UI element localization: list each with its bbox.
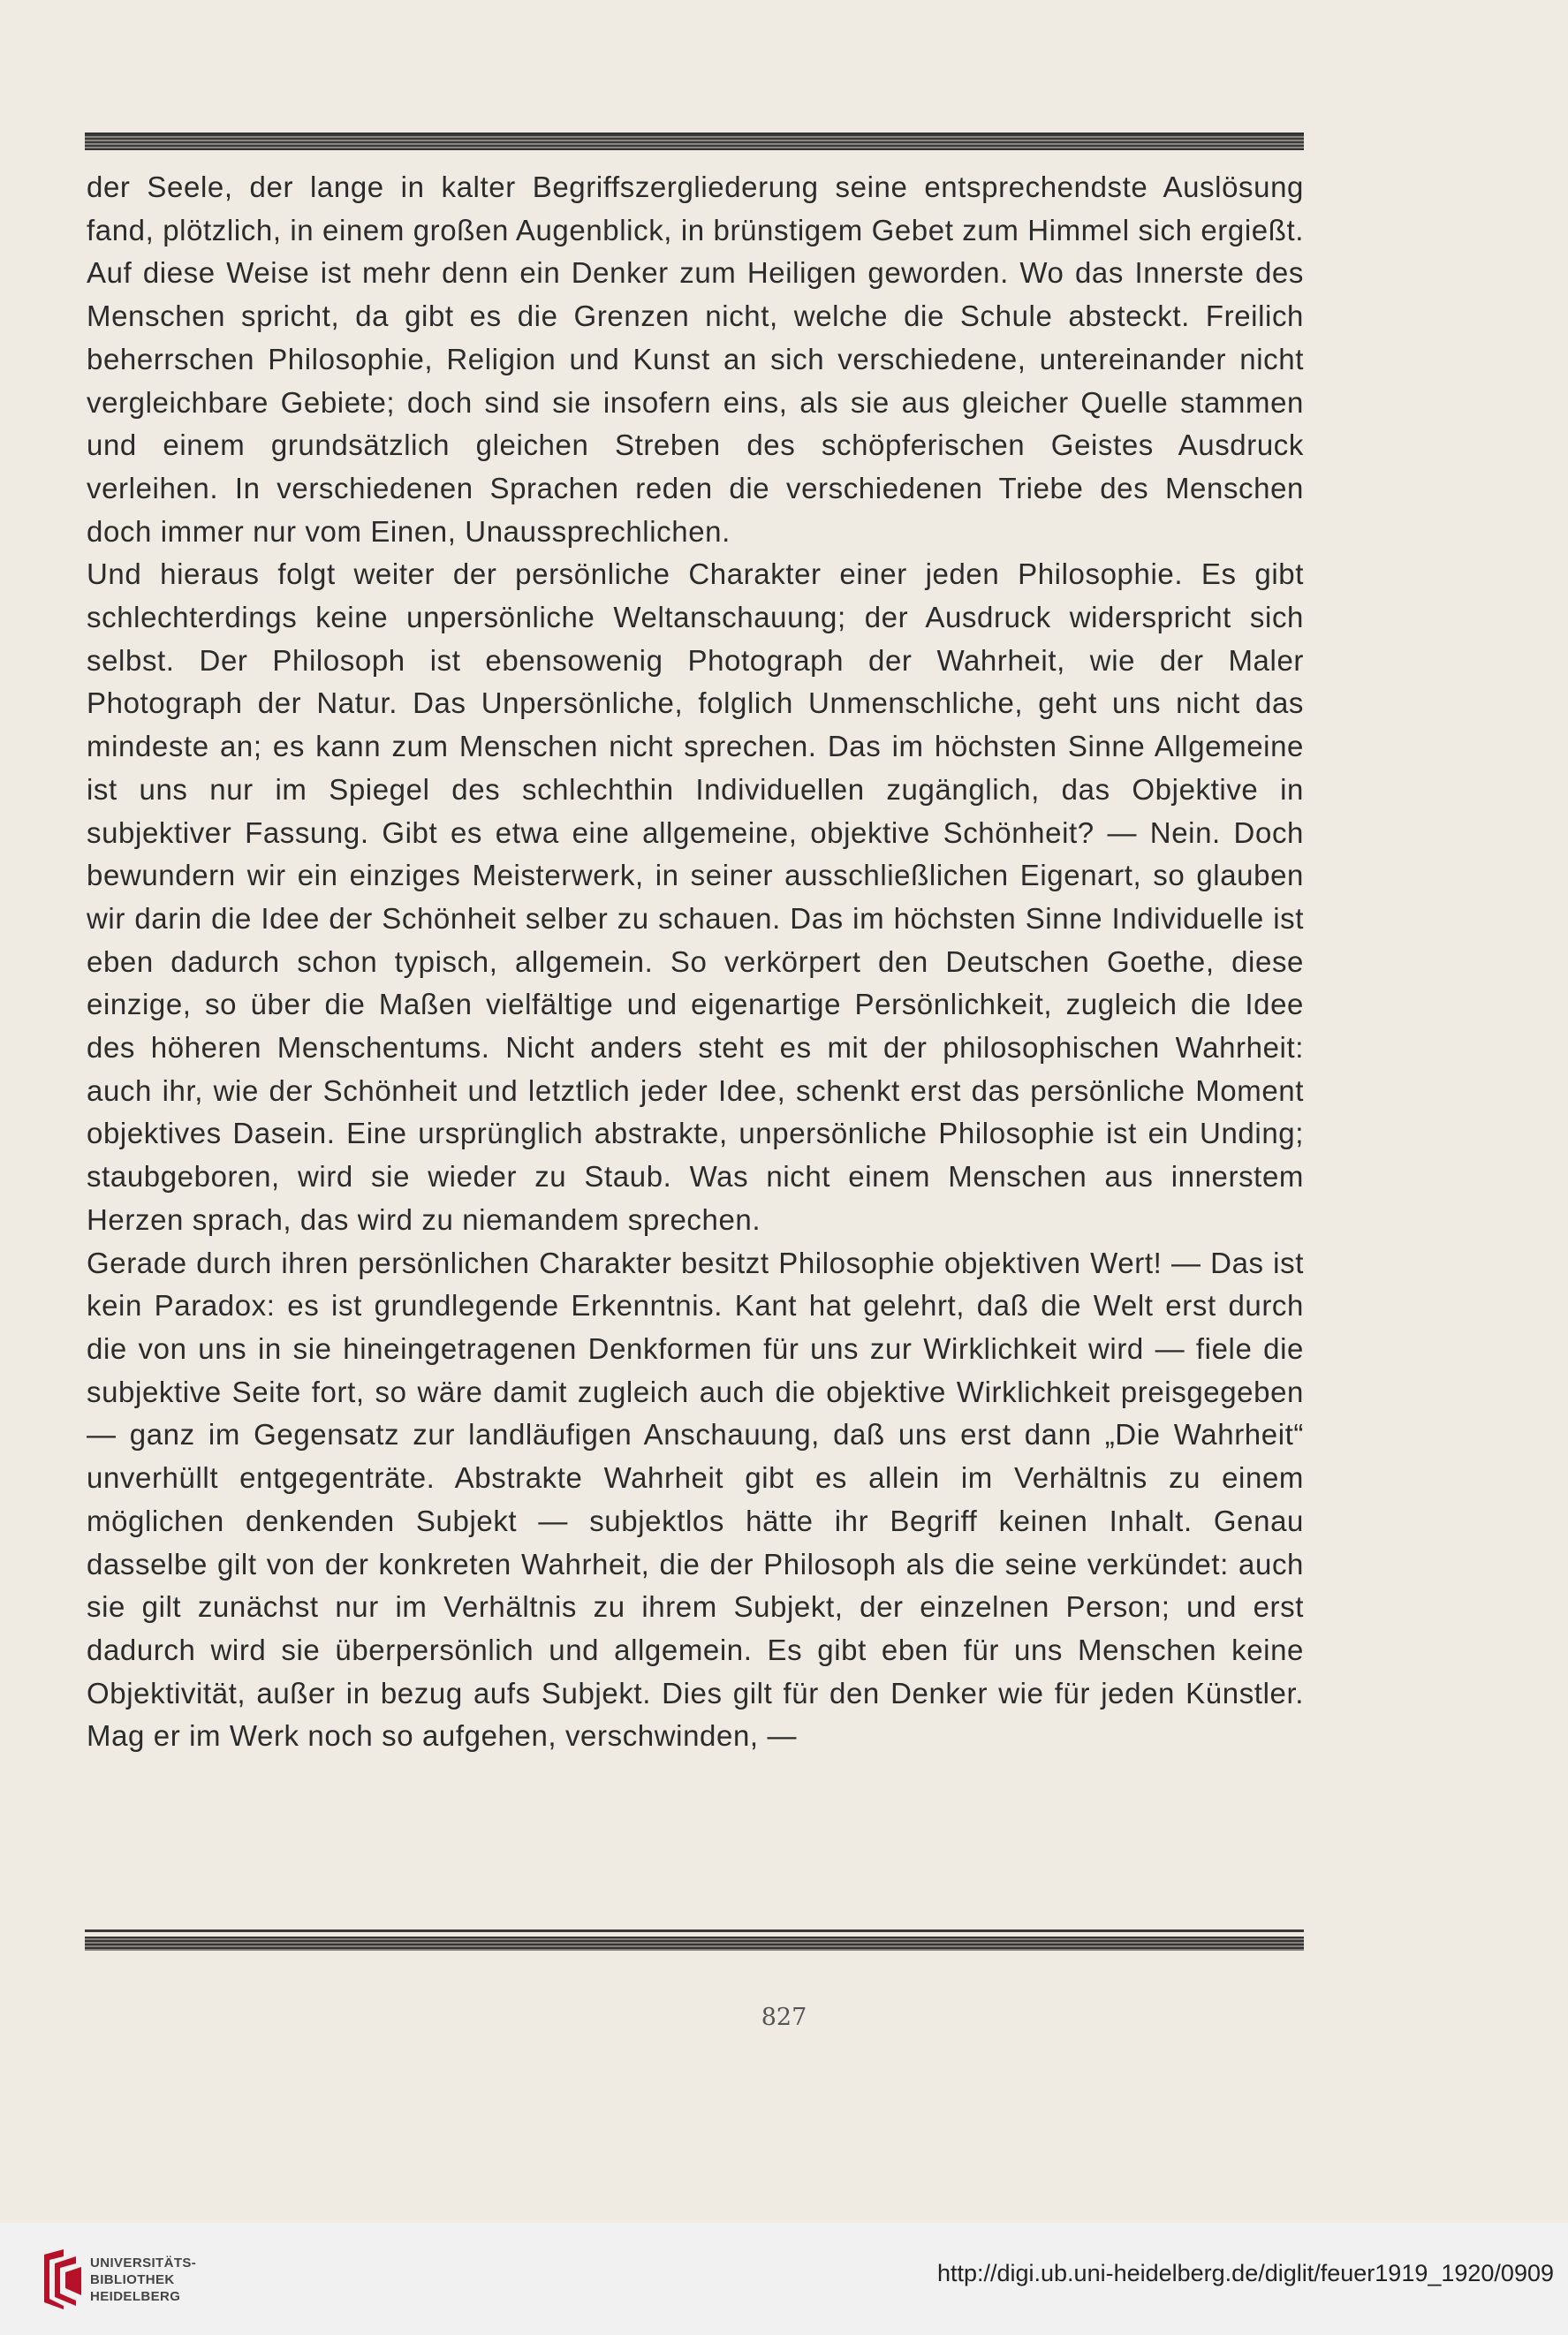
body-text xyxy=(87,166,1304,1758)
source-url-link[interactable]: http://digi.ub.uni-heidelberg.de/diglit/feuer1919_1920/0909 xyxy=(936,2260,1554,2286)
paragraph-2: Und hieraus folgt weiter der persönliche Charakter einer jeden Philosophie. Es gibt schlechterdings keine unpersönliche Weltanschauung; der Ausdruck widerspricht sich selbst. Der Philosoph ist ebensowenig Photograph der Wahrheit, wie der Maler Photograph der Natur. Das Unpersönliche, folglich Unmenschliche, geht uns nicht das mindeste an; es kann zum Menschen nicht sprechen. Das im höchsten Sinne Allgemeine ist uns nur im Spiegel des schlechthin Individuellen zugänglich, das Objektive in subjektiver Fassung. Gibt es etwa eine allgemeine, objektive Schönheit? — Nein. Doch bewundern wir ein einziges Meisterwerk, in seiner ausschließlichen Eigenart, so glauben wir darin die Idee der Schönheit selber zu schauen. Das im höchsten Sinne Individuelle ist eben dadurch schon typisch, allgemein. So verkörpert den Deutschen Goethe, diese einzige, so über die Maßen vielfältige und eigenartige Persönlichkeit, zugleich die Idee des höheren Menschentums. Nicht anders steht es mit der philosophischen Wahrheit: auch ihr, wie der Schönheit und letztlich jeder Idee, schenkt erst das persönliche Moment objektives Dasein. Eine ursprünglich abstrakte, unpersönliche Philosophie ist ein Unding; staubgeboren, wird sie wieder zu Staub. Was nicht einem Menschen aus innerstem Herzen sprach, das wird zu niemandem sprechen. xyxy=(87,557,1304,1236)
viewer-footer xyxy=(0,2223,1568,2335)
library-name xyxy=(90,2255,196,2305)
library-name-line: UNIVERSITÄTS- xyxy=(90,2255,197,2271)
paragraph-3: Gerade durch ihren persönlichen Charakter besitzt Philosophie objektiven Wert! — Das ist kein Paradox: es ist grundlegende Erkenntnis. Kant hat gelehrt, daß die Welt erst durch die von uns in sie hineingetragenen Denkformen für uns zur Wirklichkeit wird — fiele die subjektive Seite fort, so wäre damit zugleich auch die objektive Wirklichkeit preisgegeben — ganz im Gegensatz zur landläufigen Anschauung, daß uns erst dann „Die Wahrheit“ unverhüllt entgegenträte. Abstrakte Wahrheit gibt es allein im Verhältnis zu einem möglichen denkenden Subjekt — subjektlos hätte ihr Begriff keinen Inhalt. Genau dasselbe gilt von der konkreten Wahrheit, die der Philosoph als die seine verkündet: auch sie gilt zunächst nur im Verhältnis zu ihrem Subjekt, der einzelnen Person; und erst dadurch wird sie überpersönlich und allgemein. Es gibt eben für uns Menschen keine Objektivität, außer in bezug aufs Subjekt. Dies gilt für den Denker wie für jeden Künstler. Mag er im Werk noch so aufgehen, verschwinden, — xyxy=(87,1246,1304,1753)
page-number: 827 xyxy=(761,2004,807,2031)
top-rule xyxy=(85,133,1304,150)
bottom-rule xyxy=(85,1929,1304,1951)
library-name-line: HEIDELBERG xyxy=(90,2289,181,2304)
library-name-line: BIBLIOTHEK xyxy=(90,2272,175,2287)
heidelberg-library-logo-icon xyxy=(37,2248,83,2311)
paragraph-1: der Seele, der lange in kalter Begriffszergliederung seine entsprechendste Auslösung fand, plötzlich, in einem großen Augenblick, in brünstigem Gebet zum Himmel sich ergießt. Auf diese Weise ist mehr denn ein Denker zum Heiligen geworden. Wo das Innerste des Menschen spricht, da gibt es die Grenzen nicht, welche die Schule absteckt. Freilich beherrschen Philosophie, Religion und Kunst an sich verschiedene, untereinander nicht vergleichbare Gebiete; doch sind sie insofern eins, als sie aus gleicher Quelle stammen und einem grundsätzlich gleichen Streben des schöpferischen Geistes Ausdruck verleihen. In verschiedenen Sprachen reden die verschiedenen Triebe des Menschen doch immer nur vom Einen, Unaussprechlichen. xyxy=(87,171,1304,548)
